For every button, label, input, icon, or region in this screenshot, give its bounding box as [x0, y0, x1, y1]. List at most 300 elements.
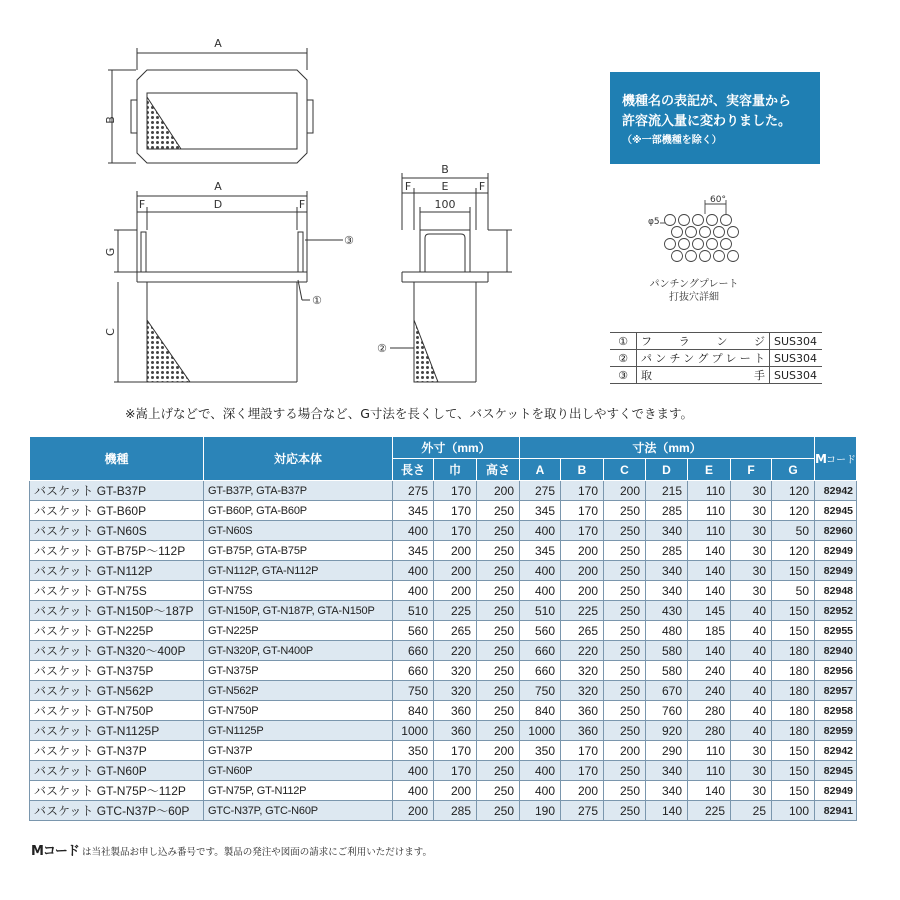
- cell-dim: 250: [604, 501, 646, 521]
- cell-dim: 250: [604, 801, 646, 821]
- cell-outer: 170: [434, 521, 477, 541]
- cell-outer: 400: [393, 581, 434, 601]
- cell-dim: 275: [561, 801, 604, 821]
- cell-dim: 920: [646, 721, 688, 741]
- punching-caption-detail: 打抜穴詳細: [669, 292, 719, 303]
- cell-outer: 400: [393, 761, 434, 781]
- cell-dim: 285: [646, 501, 688, 521]
- cell-mcode: 82949: [815, 781, 857, 801]
- cell-dim: 140: [688, 641, 731, 661]
- cell-dim: 180: [772, 721, 815, 741]
- cell-dim: 180: [772, 661, 815, 681]
- cell-compat: GT-B75P, GTA-B75P: [204, 541, 393, 561]
- cell-model: バスケット GT-B75P～112P: [30, 541, 204, 561]
- label-g-front: G: [104, 247, 117, 257]
- cell-model: バスケット GT-B60P: [30, 501, 204, 521]
- cell-dim: 250: [604, 581, 646, 601]
- cell-dim: 400: [520, 761, 561, 781]
- cell-dim: 30: [731, 521, 772, 541]
- cell-dim: 40: [731, 621, 772, 641]
- cell-dim: 750: [520, 681, 561, 701]
- cell-dim: 170: [561, 521, 604, 541]
- cell-compat: GT-N112P, GTA-N112P: [204, 561, 393, 581]
- cell-dim: 1000: [520, 721, 561, 741]
- cell-dim: 140: [688, 561, 731, 581]
- label-f-left-side: F: [404, 180, 412, 193]
- cell-dim: 400: [520, 581, 561, 601]
- top-view: [108, 48, 313, 163]
- table-row: [30, 581, 857, 601]
- table-row: [30, 501, 857, 521]
- front-view: [114, 191, 343, 382]
- cell-dim: 280: [688, 701, 731, 721]
- cell-dim: 200: [561, 561, 604, 581]
- cell-outer: 510: [393, 601, 434, 621]
- cell-outer: 220: [434, 641, 477, 661]
- cell-dim: 400: [520, 781, 561, 801]
- cell-outer: 285: [434, 801, 477, 821]
- cell-dim: 400: [520, 521, 561, 541]
- cell-dim: 30: [731, 561, 772, 581]
- cell-dim: 30: [731, 581, 772, 601]
- cell-mcode: 82942: [815, 741, 857, 761]
- header-compat: 対応本体: [204, 437, 393, 481]
- cell-model: バスケット GT-B37P: [30, 481, 204, 501]
- label-b-side: B: [441, 163, 449, 176]
- cell-dim: 25: [731, 801, 772, 821]
- cell-outer: 170: [434, 741, 477, 761]
- cell-dim: 150: [772, 761, 815, 781]
- cell-dim: 200: [604, 741, 646, 761]
- cell-dim: 120: [772, 501, 815, 521]
- mcode-footer-logo: Mコード: [31, 844, 79, 859]
- cell-dim: 840: [520, 701, 561, 721]
- cell-outer: 250: [477, 541, 520, 561]
- cell-compat: GT-N562P: [204, 681, 393, 701]
- cell-outer: 320: [434, 681, 477, 701]
- label-f-right-front: F: [298, 198, 306, 211]
- cell-dim: 150: [772, 601, 815, 621]
- cell-dim: 250: [604, 681, 646, 701]
- cell-dim: 150: [772, 741, 815, 761]
- cell-dim: 200: [561, 581, 604, 601]
- label-b-top: B: [104, 116, 117, 124]
- cell-dim: 480: [646, 621, 688, 641]
- cell-outer: 250: [477, 721, 520, 741]
- cell-dim: 660: [520, 661, 561, 681]
- cell-outer: 360: [434, 721, 477, 741]
- cell-dim: 250: [604, 761, 646, 781]
- cell-outer: 350: [393, 741, 434, 761]
- cell-compat: GTC-N37P, GTC-N60P: [204, 801, 393, 821]
- cell-dim: 240: [688, 661, 731, 681]
- cell-dim: 340: [646, 521, 688, 541]
- cell-dim: 240: [688, 681, 731, 701]
- cell-outer: 200: [434, 781, 477, 801]
- cell-dim: 250: [604, 561, 646, 581]
- cell-dim: 30: [731, 481, 772, 501]
- cell-compat: GT-N75S: [204, 581, 393, 601]
- parts-num: ①: [610, 333, 637, 350]
- cell-outer: 200: [477, 741, 520, 761]
- cell-dim: 110: [688, 761, 731, 781]
- cell-outer: 250: [477, 641, 520, 661]
- cell-dim: 360: [561, 701, 604, 721]
- footer-text: は当社製品お申し込み番号です。製品の発注や図面の請求にご利用いただけます。: [81, 847, 432, 858]
- cell-dim: 170: [561, 481, 604, 501]
- cell-outer: 225: [434, 601, 477, 621]
- cell-model: バスケット GT-N60P: [30, 761, 204, 781]
- parts-name: 取手: [637, 367, 770, 384]
- cell-dim: 250: [604, 641, 646, 661]
- cell-compat: GT-B60P, GTA-B60P: [204, 501, 393, 521]
- cell-dim: 110: [688, 501, 731, 521]
- cell-dim: 100: [772, 801, 815, 821]
- parts-material: SUS304: [770, 333, 823, 350]
- cell-dim: 400: [520, 561, 561, 581]
- cell-dim: 250: [604, 541, 646, 561]
- mcode-logo: M: [815, 452, 826, 466]
- cell-outer: 345: [393, 541, 434, 561]
- cell-model: バスケット GT-N75P～112P: [30, 781, 204, 801]
- cell-mcode: 82958: [815, 701, 857, 721]
- cell-mcode: 82949: [815, 561, 857, 581]
- parts-row: [610, 333, 822, 350]
- cell-outer: 320: [434, 661, 477, 681]
- cell-dim: 120: [772, 541, 815, 561]
- cell-compat: GT-N750P: [204, 701, 393, 721]
- cell-outer: 200: [477, 481, 520, 501]
- cell-dim: 215: [646, 481, 688, 501]
- cell-mcode: 82959: [815, 721, 857, 741]
- cell-dim: 40: [731, 641, 772, 661]
- cell-outer: 250: [477, 561, 520, 581]
- table-row: [30, 741, 857, 761]
- header-dim-col: D: [646, 459, 688, 481]
- cell-model: バスケット GT-N320～400P: [30, 641, 204, 661]
- cell-model: バスケット GT-N375P: [30, 661, 204, 681]
- cell-outer: 400: [393, 521, 434, 541]
- table-row: [30, 681, 857, 701]
- cell-dim: 180: [772, 641, 815, 661]
- cell-dim: 290: [646, 741, 688, 761]
- cell-mcode: 82952: [815, 601, 857, 621]
- cell-dim: 50: [772, 581, 815, 601]
- cell-mcode: 82940: [815, 641, 857, 661]
- cell-model: バスケット GT-N750P: [30, 701, 204, 721]
- cell-dim: 670: [646, 681, 688, 701]
- cell-mcode: 82957: [815, 681, 857, 701]
- parts-row: [610, 367, 822, 384]
- cell-mcode: 82942: [815, 481, 857, 501]
- table-row: [30, 761, 857, 781]
- callout-3: ③: [344, 234, 354, 247]
- cell-compat: GT-N150P, GT-N187P, GTA-N150P: [204, 601, 393, 621]
- cell-mcode: 82949: [815, 541, 857, 561]
- parts-material: SUS304: [770, 350, 823, 367]
- cell-model: バスケット GT-N150P～187P: [30, 601, 204, 621]
- cell-compat: GT-N60S: [204, 521, 393, 541]
- cell-mcode: 82960: [815, 521, 857, 541]
- cell-dim: 40: [731, 701, 772, 721]
- header-dim-col: C: [604, 459, 646, 481]
- cell-dim: 320: [561, 661, 604, 681]
- label-f-left-front: F: [138, 198, 146, 211]
- cell-dim: 250: [604, 661, 646, 681]
- cell-dim: 350: [520, 741, 561, 761]
- header-dim-col: F: [731, 459, 772, 481]
- notice-line-1: 機種名の表記が、実容量から: [622, 94, 792, 109]
- cell-dim: 340: [646, 761, 688, 781]
- cell-dim: 30: [731, 541, 772, 561]
- table-row: [30, 641, 857, 661]
- cell-dim: 200: [561, 781, 604, 801]
- cell-dim: 30: [731, 501, 772, 521]
- parts-name: フランジ: [637, 333, 770, 350]
- label-100: 100: [434, 198, 456, 211]
- callout-2: ②: [377, 342, 387, 355]
- spec-table: [29, 436, 857, 821]
- cell-dim: 190: [520, 801, 561, 821]
- cell-dim: 250: [604, 781, 646, 801]
- notice-line-3: （※一部機種を除く）: [622, 135, 722, 146]
- table-row: [30, 661, 857, 681]
- cell-outer: 250: [477, 601, 520, 621]
- header-dim-col: B: [561, 459, 604, 481]
- cell-model: バスケット GT-N1125P: [30, 721, 204, 741]
- parts-num: ②: [610, 350, 637, 367]
- cell-outer: 200: [434, 581, 477, 601]
- table-row: [30, 701, 857, 721]
- cell-outer: 250: [477, 661, 520, 681]
- cell-model: バスケット GT-N75S: [30, 581, 204, 601]
- cell-dim: 140: [688, 581, 731, 601]
- cell-outer: 275: [393, 481, 434, 501]
- cell-dim: 250: [604, 601, 646, 621]
- cell-dim: 580: [646, 661, 688, 681]
- cell-dim: 220: [561, 641, 604, 661]
- parts-name: パンチングプレート: [637, 350, 770, 367]
- cell-dim: 510: [520, 601, 561, 621]
- label-phi5: φ5: [648, 217, 660, 227]
- cell-compat: GT-N225P: [204, 621, 393, 641]
- cell-dim: 140: [688, 781, 731, 801]
- cell-compat: GT-N37P: [204, 741, 393, 761]
- cell-dim: 345: [520, 501, 561, 521]
- parts-num: ③: [610, 367, 637, 384]
- cell-dim: 140: [688, 541, 731, 561]
- cell-compat: GT-B37P, GTA-B37P: [204, 481, 393, 501]
- table-row: [30, 521, 857, 541]
- cell-dim: 170: [561, 761, 604, 781]
- header-dims: 寸法（mm）: [520, 437, 815, 459]
- cell-dim: 40: [731, 681, 772, 701]
- cell-dim: 200: [561, 541, 604, 561]
- cell-outer: 250: [477, 761, 520, 781]
- cell-outer: 250: [477, 801, 520, 821]
- cell-outer: 400: [393, 781, 434, 801]
- cell-outer: 750: [393, 681, 434, 701]
- cell-mcode: 82945: [815, 761, 857, 781]
- label-e: E: [441, 180, 449, 193]
- cell-dim: 30: [731, 781, 772, 801]
- cell-dim: 760: [646, 701, 688, 721]
- cell-dim: 50: [772, 521, 815, 541]
- cell-dim: 40: [731, 601, 772, 621]
- cell-dim: 340: [646, 561, 688, 581]
- cell-outer: 660: [393, 661, 434, 681]
- cell-model: バスケット GT-N60S: [30, 521, 204, 541]
- cell-dim: 150: [772, 781, 815, 801]
- cell-outer: 200: [434, 541, 477, 561]
- cell-dim: 265: [561, 621, 604, 641]
- cell-outer: 170: [434, 501, 477, 521]
- mcode-label: コード: [825, 455, 856, 466]
- cell-dim: 250: [604, 621, 646, 641]
- cell-dim: 285: [646, 541, 688, 561]
- cell-outer: 250: [477, 621, 520, 641]
- table-row: [30, 561, 857, 581]
- cell-dim: 140: [646, 801, 688, 821]
- cell-dim: 40: [731, 721, 772, 741]
- cell-compat: GT-N75P, GT-N112P: [204, 781, 393, 801]
- cell-model: バスケット GT-N225P: [30, 621, 204, 641]
- cell-dim: 275: [520, 481, 561, 501]
- cell-model: バスケット GTC-N37P～60P: [30, 801, 204, 821]
- note-text: ※嵩上げなどで、深く埋設する場合など、G寸法を長くして、バスケットを取り出しやすくできます。: [125, 406, 694, 421]
- cell-dim: 345: [520, 541, 561, 561]
- cell-dim: 360: [561, 721, 604, 741]
- cell-outer: 360: [434, 701, 477, 721]
- cell-dim: 250: [604, 721, 646, 741]
- cell-mcode: 82956: [815, 661, 857, 681]
- cell-mcode: 82955: [815, 621, 857, 641]
- cell-outer: 250: [477, 521, 520, 541]
- cell-dim: 250: [604, 521, 646, 541]
- header-outer-col: 高さ: [477, 459, 520, 481]
- header-model: 機種: [30, 437, 204, 481]
- cell-dim: 340: [646, 781, 688, 801]
- cell-outer: 250: [477, 581, 520, 601]
- cell-outer: 660: [393, 641, 434, 661]
- cell-dim: 170: [561, 741, 604, 761]
- cell-dim: 145: [688, 601, 731, 621]
- cell-dim: 560: [520, 621, 561, 641]
- table-row: [30, 801, 857, 821]
- cell-dim: 340: [646, 581, 688, 601]
- label-a-top: A: [214, 37, 222, 50]
- cell-outer: 250: [477, 701, 520, 721]
- label-a-front: A: [214, 180, 222, 193]
- cell-mcode: 82948: [815, 581, 857, 601]
- header-outer: 外寸（mm）: [393, 437, 520, 459]
- notice-box: [610, 72, 820, 164]
- cell-mcode: 82941: [815, 801, 857, 821]
- cell-outer: 250: [477, 781, 520, 801]
- label-f-right-side: F: [478, 180, 486, 193]
- label-60deg: 60°: [710, 195, 726, 205]
- cell-outer: 345: [393, 501, 434, 521]
- cell-outer: 200: [393, 801, 434, 821]
- cell-outer: 840: [393, 701, 434, 721]
- header-outer-col: 長さ: [393, 459, 434, 481]
- table-row: [30, 601, 857, 621]
- cell-outer: 170: [434, 481, 477, 501]
- cell-dim: 30: [731, 741, 772, 761]
- cell-model: バスケット GT-N112P: [30, 561, 204, 581]
- cell-dim: 170: [561, 501, 604, 521]
- callout-1: ①: [312, 294, 322, 307]
- cell-outer: 265: [434, 621, 477, 641]
- cell-compat: GT-N320P, GT-N400P: [204, 641, 393, 661]
- cell-dim: 40: [731, 661, 772, 681]
- cell-dim: 225: [561, 601, 604, 621]
- cell-dim: 110: [688, 481, 731, 501]
- cell-dim: 150: [772, 561, 815, 581]
- cell-model: バスケット GT-N562P: [30, 681, 204, 701]
- parts-material: SUS304: [770, 367, 823, 384]
- cell-outer: 1000: [393, 721, 434, 741]
- cell-dim: 280: [688, 721, 731, 741]
- cell-dim: 200: [604, 481, 646, 501]
- cell-outer: 170: [434, 761, 477, 781]
- table-row: [30, 721, 857, 741]
- cell-dim: 250: [604, 701, 646, 721]
- cell-outer: 200: [434, 561, 477, 581]
- cell-outer: 560: [393, 621, 434, 641]
- header-mcode: [815, 437, 857, 481]
- cell-dim: 110: [688, 741, 731, 761]
- cell-dim: 580: [646, 641, 688, 661]
- punching-caption: パンチングプレート: [649, 279, 739, 290]
- cell-outer: 400: [393, 561, 434, 581]
- parts-row: [610, 350, 822, 367]
- cell-dim: 430: [646, 601, 688, 621]
- cell-compat: GT-N1125P: [204, 721, 393, 741]
- notice-line-2: 許容流入量に変わりました。: [622, 114, 792, 129]
- parts-legend: [610, 332, 822, 384]
- label-d: D: [213, 198, 223, 211]
- cell-dim: 185: [688, 621, 731, 641]
- label-c: C: [104, 328, 117, 336]
- table-row: [30, 481, 857, 501]
- footer-note: [31, 840, 432, 859]
- cell-compat: GT-N375P: [204, 661, 393, 681]
- cell-model: バスケット GT-N37P: [30, 741, 204, 761]
- cell-outer: 250: [477, 681, 520, 701]
- header-dim-col: E: [688, 459, 731, 481]
- punching-pattern: [660, 200, 739, 262]
- table-row: [30, 541, 857, 561]
- cell-dim: 110: [688, 521, 731, 541]
- cell-outer: 250: [477, 501, 520, 521]
- cell-dim: 120: [772, 481, 815, 501]
- cell-dim: 150: [772, 621, 815, 641]
- cell-dim: 225: [688, 801, 731, 821]
- cell-mcode: 82945: [815, 501, 857, 521]
- header-dim-col: G: [772, 459, 815, 481]
- table-row: [30, 781, 857, 801]
- cell-dim: 180: [772, 681, 815, 701]
- cell-dim: 180: [772, 701, 815, 721]
- cell-dim: 320: [561, 681, 604, 701]
- cell-compat: GT-N60P: [204, 761, 393, 781]
- table-row: [30, 621, 857, 641]
- header-dim-col: A: [520, 459, 561, 481]
- cell-dim: 30: [731, 761, 772, 781]
- cell-dim: 660: [520, 641, 561, 661]
- header-outer-col: 巾: [434, 459, 477, 481]
